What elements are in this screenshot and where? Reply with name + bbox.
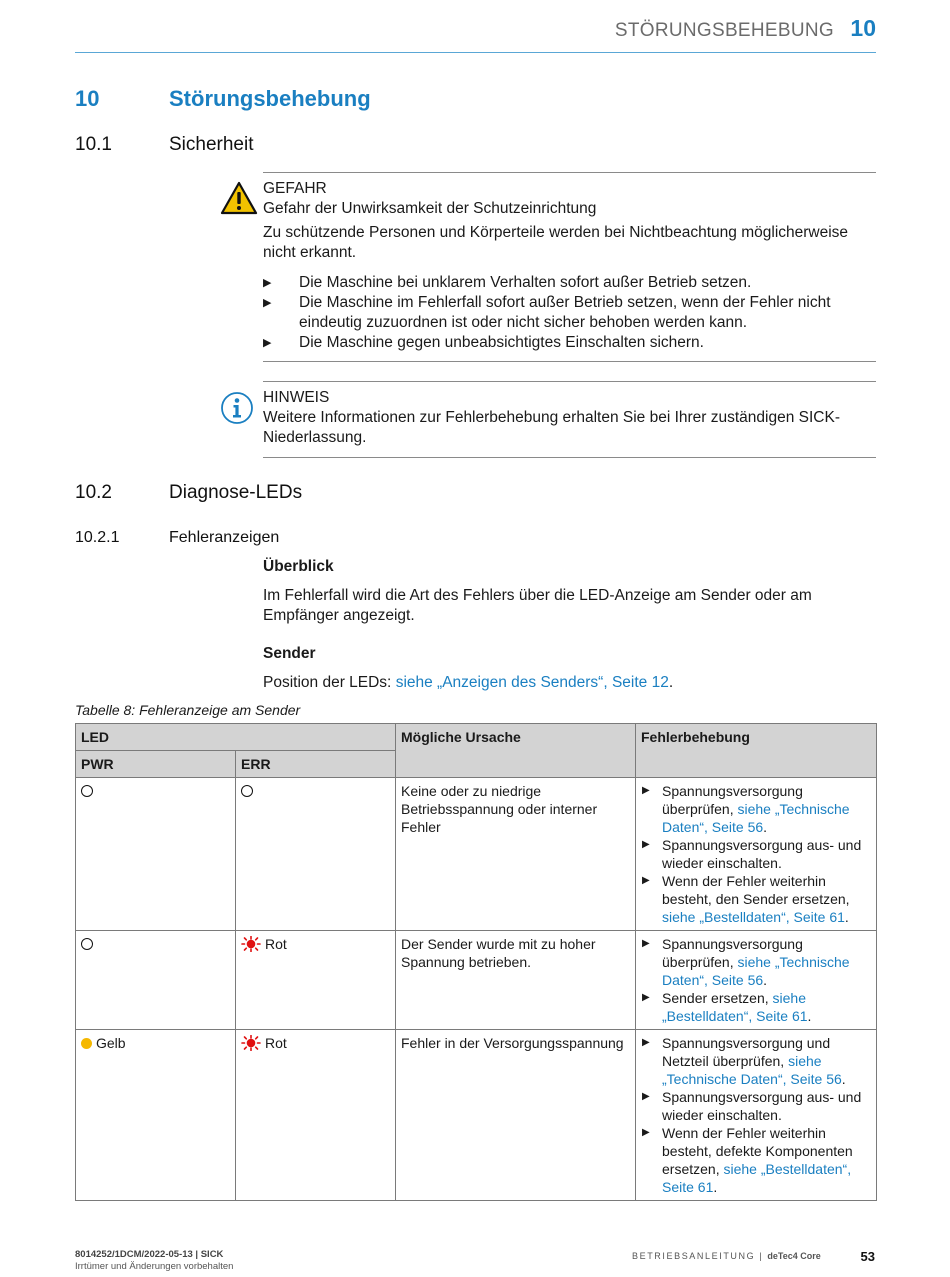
cause-cell: Keine oder zu niedrige Betriebsspannung oder interner Fehler <box>396 778 636 931</box>
section-title: Diagnose-LEDs <box>169 482 303 503</box>
fix-text: Spannungsversorgung und Netzteil überprüfen, <box>662 1035 831 1069</box>
section-number: 10.2 <box>75 482 112 503</box>
list-item <box>641 1034 871 1088</box>
pwr-cell <box>76 1030 236 1201</box>
danger-measures-list <box>263 273 876 353</box>
sender-position-text <box>263 673 876 693</box>
danger-subtitle: Gefahr der Unwirksamkeit der Schutzeinrichtung <box>263 200 597 217</box>
page-header <box>75 14 876 53</box>
fix-end: . <box>763 819 768 835</box>
list-item: ▶ Die Maschine im Fehlerfall sofort außer Betrieb setzen, wenn der Fehler nicht eindeutig zuzuordnen ist oder nicht sicher behoben werden kann. <box>263 293 876 333</box>
footer-disclaimer: Irrtümer und Änderungen vorbehalten <box>75 1261 234 1272</box>
link-order-data[interactable]: siehe „Bestelldaten“, Seite 61 <box>662 909 845 925</box>
led-label: Rot <box>265 1035 287 1051</box>
warning-triangle-icon <box>220 181 258 221</box>
list-item <box>641 989 871 1025</box>
link-technical-data[interactable]: siehe „Technische Daten“, Seite 56 <box>662 1053 842 1087</box>
overview-text: Im Fehlerfall wird die Art des Fehlers über die LED-Anzeige am Sender oder am Empfänger angezeigt. <box>263 587 812 624</box>
table-row <box>76 1030 877 1201</box>
error-table <box>75 723 877 1201</box>
info-icon <box>220 391 254 431</box>
footer-left <box>75 1249 233 1273</box>
err-cell <box>236 778 396 931</box>
section-title: Fehleranzeigen <box>169 529 280 546</box>
list-item: ▶ Die Maschine bei unklarem Verhalten sofort außer Betrieb setzen. <box>263 273 876 293</box>
fix-end: . <box>844 909 849 925</box>
led-off-icon <box>241 785 253 797</box>
list-item <box>641 872 871 926</box>
note-text: Weitere Informationen zur Fehlerbehebung erhalten Sie bei Ihrer zuständigen SICK-Niederlassung. <box>263 409 840 446</box>
table-header-pwr: PWR <box>76 751 236 778</box>
chapter-heading <box>75 86 876 114</box>
fix-cell <box>636 778 877 931</box>
footer-doc-id: 8014252/1DCM/2022-05-13 | SICK <box>75 1249 224 1260</box>
led-yellow-icon <box>81 1038 92 1049</box>
sender-heading: Sender <box>263 645 316 662</box>
link-sender-displays[interactable]: siehe „Anzeigen des Senders“, Seite 12 <box>395 674 669 691</box>
led-label: Gelb <box>96 1035 126 1051</box>
list-item <box>641 1124 871 1196</box>
danger-notice <box>263 172 876 362</box>
link-order-data[interactable]: siehe „Bestelldaten“, Seite 61 <box>662 1161 852 1195</box>
table-header-fix: Fehlerbehebung <box>636 724 877 778</box>
cause-cell: Fehler in der Versorgungsspannung <box>396 1030 636 1201</box>
table-header-err: ERR <box>236 751 396 778</box>
pwr-cell <box>76 778 236 931</box>
header-chapter-number: 10 <box>850 15 876 41</box>
position-suffix: . <box>668 674 674 691</box>
danger-text: Zu schützende Personen und Körperteile werden bei Nichtbeachtung möglicherweise nicht erkannt. <box>263 224 849 261</box>
doc-type: BETRIEBSANLEITUNG | <box>632 1251 768 1261</box>
fix-text: Spannungsversorgung aus- und wieder einschalten. <box>662 837 862 871</box>
led-label: Rot <box>265 936 287 952</box>
led-red-flashing-icon <box>241 1035 261 1051</box>
err-cell <box>236 1030 396 1201</box>
section-heading-10-1 <box>75 134 876 158</box>
link-technical-data[interactable]: siehe „Technische Daten“, Seite 56 <box>662 954 850 988</box>
fix-text: Spannungsversorgung überprüfen, <box>662 783 803 817</box>
danger-label: GEFAHR <box>263 180 327 197</box>
fix-text: Wenn der Fehler weiterhin besteht, defekte Komponenten ersetzen, <box>662 1125 853 1177</box>
table-header-cause: Mögliche Ursache <box>396 724 636 778</box>
section-title: Sicherheit <box>169 134 254 155</box>
chapter-title: Störungsbehebung <box>169 86 371 111</box>
list-item <box>641 782 871 836</box>
led-off-icon <box>81 938 93 950</box>
position-prefix: Position der LEDs: <box>263 674 396 691</box>
overview-heading: Überblick <box>263 558 334 575</box>
table-header-led: LED <box>76 724 396 751</box>
section-number: 10.1 <box>75 134 112 155</box>
fix-text: Spannungsversorgung überprüfen, <box>662 936 803 970</box>
list-item <box>641 836 871 872</box>
led-red-flashing-icon <box>241 936 261 952</box>
fix-cell <box>636 1030 877 1201</box>
cause-cell: Der Sender wurde mit zu hoher Spannung betrieben. <box>396 931 636 1030</box>
list-item: ▶ Die Maschine gegen unbeabsichtigtes Einschalten sichern. <box>263 333 876 353</box>
page-number: 53 <box>860 1249 875 1264</box>
chapter-number: 10 <box>75 86 100 111</box>
list-item <box>641 1088 871 1124</box>
note-notice <box>263 381 876 458</box>
fix-text: Spannungsversorgung aus- und wieder einschalten. <box>662 1089 862 1123</box>
fix-end: . <box>807 1008 812 1024</box>
section-number: 10.2.1 <box>75 529 120 546</box>
product-name: deTec4 Core <box>767 1251 821 1261</box>
fix-text: Wenn der Fehler weiterhin besteht, den Sender ersetzen, <box>662 873 850 907</box>
link-order-data[interactable]: siehe „Bestelldaten“, Seite 61 <box>662 990 808 1024</box>
pwr-cell <box>76 931 236 1030</box>
section-heading-10-2 <box>75 482 876 506</box>
note-label: HINWEIS <box>263 389 330 406</box>
table-row <box>76 778 877 931</box>
section-heading-10-2-1 <box>75 529 876 549</box>
link-technical-data[interactable]: siehe „Technische Daten“, Seite 56 <box>662 801 850 835</box>
fix-cell <box>636 931 877 1030</box>
header-section-title: STÖRUNGSBEHEBUNG <box>614 20 834 41</box>
fix-end: . <box>841 1071 846 1087</box>
table-caption: Tabelle 8: Fehleranzeige am Sender <box>75 702 301 718</box>
fix-end: . <box>763 972 768 988</box>
list-item <box>641 935 871 989</box>
footer-doc-type <box>632 1251 821 1261</box>
led-off-icon <box>81 785 93 797</box>
err-cell <box>236 931 396 1030</box>
fix-end: . <box>713 1179 718 1195</box>
table-row <box>76 931 877 1030</box>
fix-text: Sender ersetzen, <box>662 990 773 1006</box>
